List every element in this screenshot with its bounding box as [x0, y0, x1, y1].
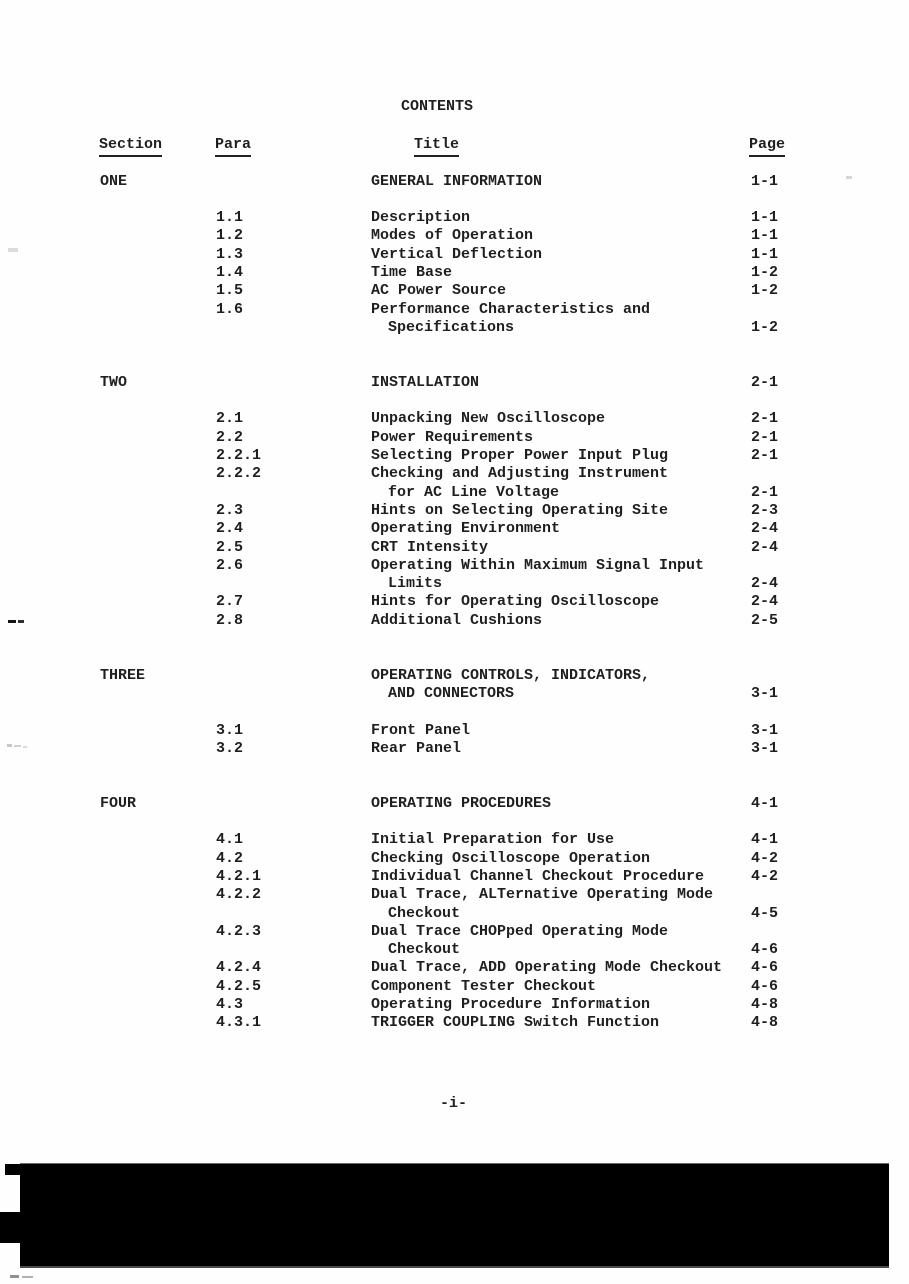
entry-page-number: 3-1 [751, 721, 779, 739]
entry-title-line: Performance Characteristics and [371, 300, 651, 318]
column-header-page: Page [749, 137, 785, 157]
entry-para-number: 2.2 [216, 428, 244, 446]
entry-page-number: 4-8 [751, 996, 779, 1013]
entry-para-number: 3.2 [216, 739, 244, 757]
entry-title-line: Modes of Operation [371, 227, 534, 245]
section-page-number: 4-1 [751, 794, 779, 812]
section-title-line: OPERATING PROCEDURES [371, 794, 552, 812]
entry-page-number: 2-3 [751, 501, 779, 519]
section-page-number: 2-1 [751, 373, 779, 391]
entry-title-line: Additional Cushions [371, 611, 543, 629]
footer-page-number: -i- [440, 1095, 468, 1112]
entry-para-number: 2.2.2 [216, 465, 262, 483]
entry-para-number: 4.3 [216, 996, 244, 1013]
entry-title-line: TRIGGER COUPLING Switch Function [371, 1014, 660, 1032]
entry-title-line: Unpacking New Oscilloscope [371, 410, 606, 428]
entry-para-number: 2.3 [216, 501, 244, 519]
entry-title-line: CRT Intensity [371, 538, 489, 556]
entry-page-number: 1-1 [751, 245, 779, 263]
entry-para-number: 2.1 [216, 410, 244, 428]
entry-page-number: 1-1 [751, 209, 779, 227]
entry-page-number: 4-8 [751, 1014, 779, 1032]
entry-title-line: Time Base [371, 264, 453, 281]
scan-artifact-dash [22, 1276, 33, 1278]
page-title: CONTENTS [401, 98, 474, 115]
entry-page-number: 3-1 [751, 739, 779, 757]
entry-page-number: 2-1 [751, 428, 779, 446]
entry-title-line: Checkout [388, 904, 461, 922]
entry-title-line: Operating Procedure Information [371, 996, 651, 1013]
column-header-section: Section [99, 137, 162, 157]
entry-title-line: Individual Channel Checkout Procedure [371, 867, 705, 885]
entry-title-line: Hints on Selecting Operating Site [371, 501, 669, 519]
scan-artifact-speck [846, 176, 852, 179]
entry-para-number: 1.5 [216, 282, 244, 300]
entry-title-line: AC Power Source [371, 282, 507, 300]
entry-para-number: 2.7 [216, 593, 244, 611]
section-title-line: INSTALLATION [371, 373, 480, 391]
scan-black-band-body [20, 1163, 889, 1268]
entry-title-line: Dual Trace, ALTernative Operating Mode [371, 886, 714, 904]
section-page-number: 3-1 [751, 684, 779, 702]
section-number: FOUR [100, 794, 137, 812]
entry-para-number: 4.2.2 [216, 886, 262, 904]
entry-title-line: Checking Oscilloscope Operation [371, 849, 651, 867]
entry-page-number: 4-1 [751, 831, 779, 849]
scan-artifact-dash [18, 620, 24, 623]
entry-page-number: 2-1 [751, 410, 779, 428]
entry-page-number: 4-2 [751, 849, 779, 867]
entry-para-number: 2.4 [216, 520, 244, 538]
entry-title-line: Rear Panel [371, 739, 462, 757]
entry-page-number: 2-5 [751, 611, 779, 629]
entry-page-number: 1-2 [751, 264, 779, 281]
entry-title-line: Front Panel [371, 721, 471, 739]
scan-artifact-smudge [23, 746, 27, 748]
entry-page-number: 2-4 [751, 575, 779, 593]
entry-page-number: 2-4 [751, 538, 779, 556]
entry-title-line: Limits [388, 575, 443, 593]
entry-title-line: Operating Environment [371, 520, 561, 538]
entry-page-number: 4-6 [751, 959, 779, 977]
section-page-number: 1-1 [751, 172, 779, 190]
entry-title-line: Power Requirements [371, 428, 534, 446]
entry-page-number: 2-4 [751, 593, 779, 611]
scan-artifact-smudge [14, 745, 21, 747]
entry-para-number: 2.5 [216, 538, 244, 556]
entry-para-number: 1.1 [216, 209, 244, 227]
entry-para-number: 4.2.3 [216, 922, 262, 940]
entry-title-line: Description [371, 209, 471, 227]
entry-para-number: 1.4 [216, 264, 244, 281]
entry-para-number: 4.2 [216, 849, 244, 867]
entry-para-number: 4.2.5 [216, 977, 262, 995]
entry-title-line: Vertical Deflection [371, 245, 543, 263]
entry-para-number: 3.1 [216, 721, 244, 739]
entry-page-number: 2-4 [751, 520, 779, 538]
entry-para-number: 4.3.1 [216, 1014, 262, 1032]
entry-para-number: 2.2.1 [216, 447, 262, 464]
entry-title-line: for AC Line Voltage [388, 483, 560, 501]
scan-black-band-edge [5, 1164, 21, 1175]
entry-title-line: Operating Within Maximum Signal Input [371, 556, 705, 574]
entry-para-number: 4.2.4 [216, 959, 262, 977]
entry-title-line: Dual Trace, ADD Operating Mode Checkout [371, 959, 723, 977]
entry-title-line: Selecting Proper Power Input Plug [371, 447, 669, 464]
entry-title-line: Specifications [388, 318, 515, 336]
entry-title-line: Initial Preparation for Use [371, 831, 615, 849]
entry-title-line: Component Tester Checkout [371, 977, 597, 995]
scan-artifact-smudge [8, 248, 18, 252]
scan-artifact-smudge [7, 744, 12, 747]
scan-black-band-edge [0, 1212, 21, 1243]
entry-page-number: 4-5 [751, 904, 779, 922]
entry-para-number: 2.6 [216, 556, 244, 574]
entry-para-number: 4.2.1 [216, 867, 262, 885]
entry-page-number: 4-2 [751, 867, 779, 885]
entry-para-number: 1.6 [216, 300, 244, 318]
scan-artifact-dash [8, 620, 16, 623]
entry-page-number: 1-1 [751, 227, 779, 245]
entry-page-number: 1-2 [751, 282, 779, 300]
section-number: TWO [100, 373, 128, 391]
entry-para-number: 1.3 [216, 245, 244, 263]
column-header-title: Title [414, 137, 459, 157]
section-title-line: OPERATING CONTROLS, INDICATORS, [371, 666, 651, 684]
entry-title-line: Checking and Adjusting Instrument [371, 465, 669, 483]
entry-para-number: 1.2 [216, 227, 244, 245]
entry-para-number: 2.8 [216, 611, 244, 629]
section-number: THREE [100, 666, 146, 684]
entry-page-number: 2-1 [751, 447, 779, 464]
entry-page-number: 1-2 [751, 318, 779, 336]
entry-para-number: 4.1 [216, 831, 244, 849]
section-title-line: GENERAL INFORMATION [371, 172, 543, 190]
entry-page-number: 4-6 [751, 941, 779, 959]
column-header-para: Para [215, 137, 251, 157]
section-number: ONE [100, 172, 128, 190]
entry-page-number: 4-6 [751, 977, 779, 995]
scan-artifact-dash [10, 1275, 19, 1278]
entry-title-line: Dual Trace CHOPped Operating Mode [371, 922, 669, 940]
section-title-line: AND CONNECTORS [388, 684, 515, 702]
entry-title-line: Checkout [388, 941, 461, 959]
entry-page-number: 2-1 [751, 483, 779, 501]
entry-title-line: Hints for Operating Oscilloscope [371, 593, 660, 611]
